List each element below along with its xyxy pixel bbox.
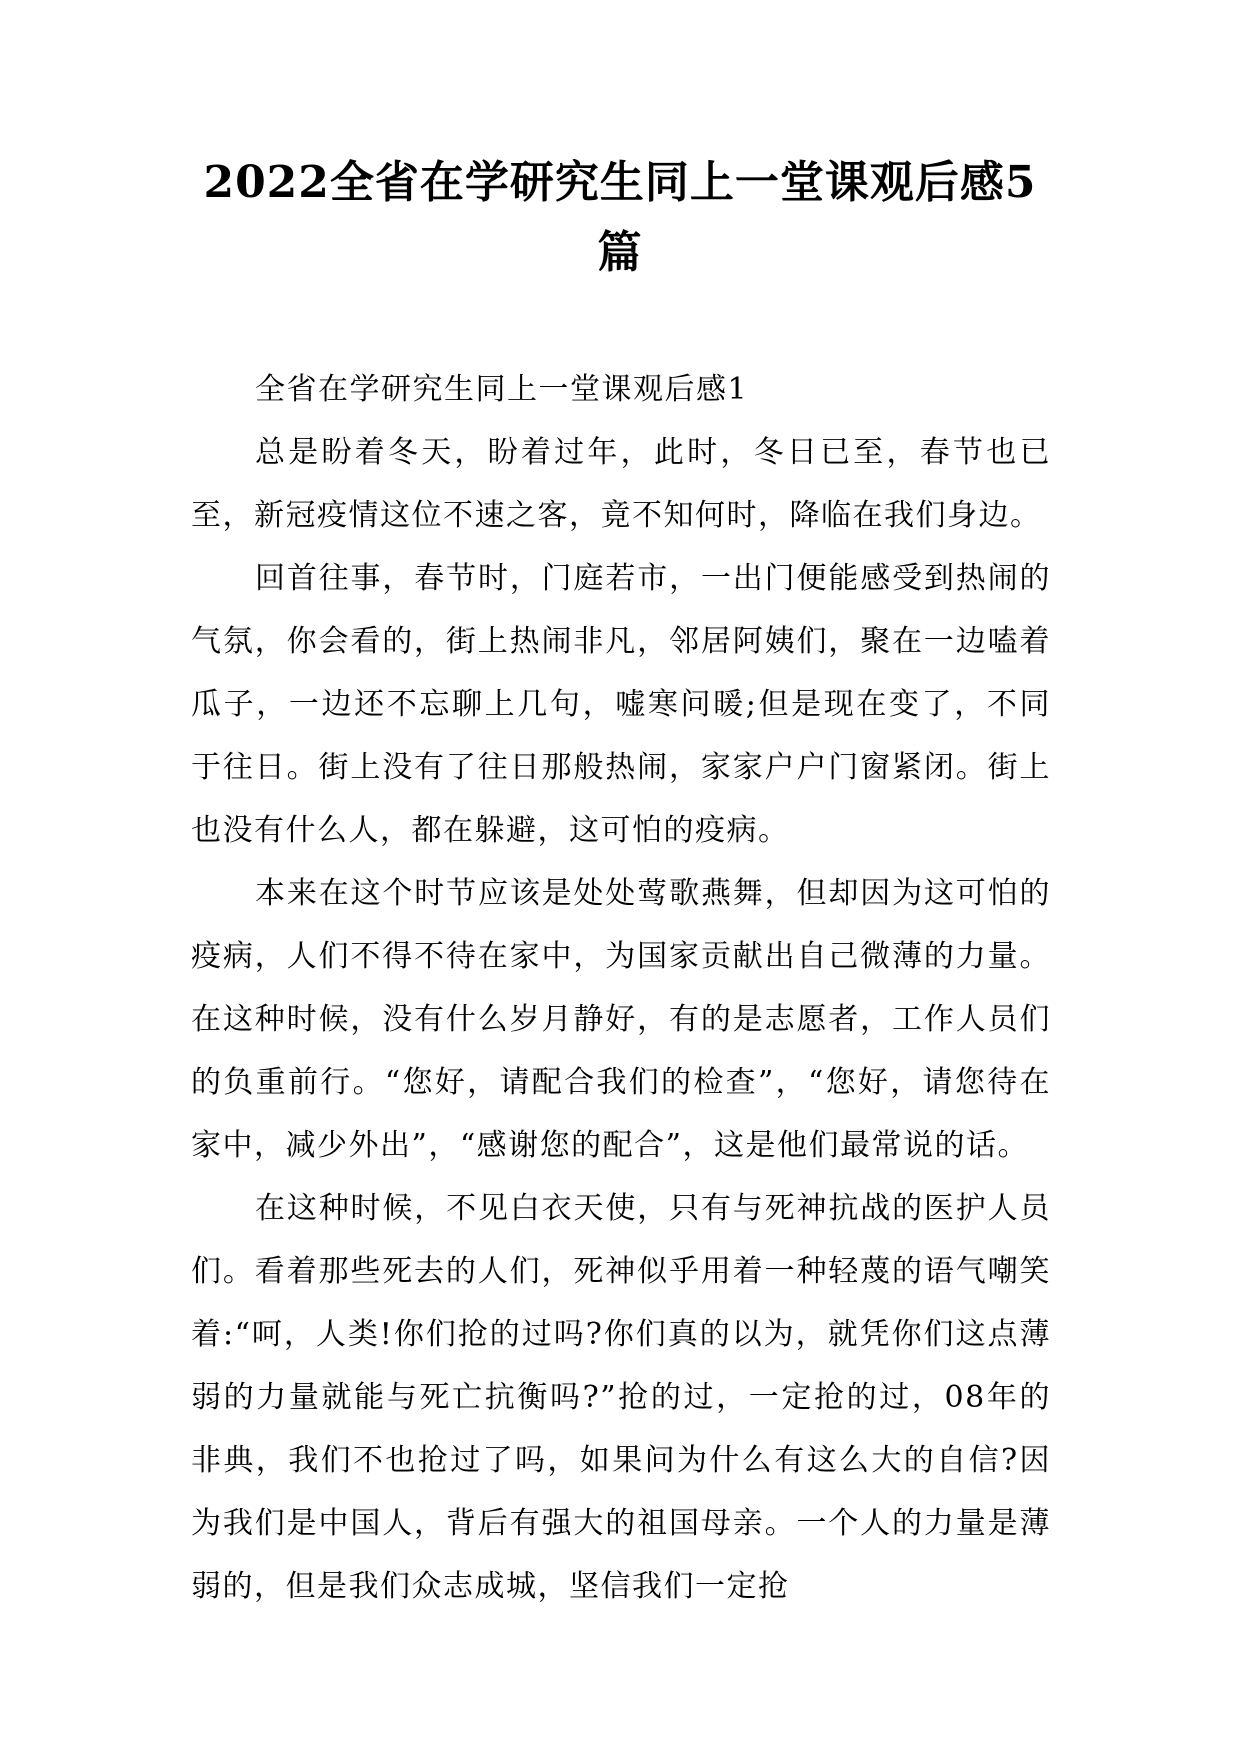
section-heading: 全省在学研究生同上一堂课观后感1 — [255, 372, 749, 407]
paragraph: 本来在这个时节应该是处处莺歌燕舞，但却因为这可怕的疫病，人们不得不待在家中，为国家贡献出自己微薄的力量。在这种时候，没有什么岁月静好，有的是志愿者，工作人员们的负重前行。“您好，请配合我们的检查”，“您好，请您待在家中，减少外出”，“感谢您的配合”，这是他们最常说的话。 — [191, 876, 1051, 1163]
paragraph: 在这种时候，不见白衣天使，只有与死神抗战的医护人员们。看着那些死去的人们，死神似乎用着一种轻蔑的语气嘲笑着:“呵，人类!你们抢的过吗?你们真的以为，就凭你们这点薄弱的力量就能与死亡抗衡吗?”抢的过，一定抢的过，08年的非典，我们不也抢过了吗，如果问为什么有这么大的自信?因为我们是中国人，背后有强大的祖国母亲。一个人的力量是薄弱的，但是我们众志成城，坚信我们一定抢 — [191, 1191, 1051, 1604]
document-title: 2022全省在学研究生同上一堂课观后感5篇 — [203, 157, 1037, 278]
paragraph: 回首往事，春节时，门庭若市，一出门便能感受到热闹的气氛，你会看的，街上热闹非凡，邻居阿姨们，聚在一边嗑着瓜子，一边还不忘聊上几句，嘘寒问暖;但是现在变了，不同于往日。街上没有了往日那般热闹，家家户户门窗紧闭。街上也没有什么人，都在躲避，这可怕的疫病。 — [191, 561, 1051, 848]
document-body — [191, 358, 1051, 1618]
paragraph: 总是盼着冬天，盼着过年，此时，冬日已至，春节也已至，新冠疫情这位不速之客，竟不知何时，降临在我们身边。 — [191, 435, 1051, 533]
